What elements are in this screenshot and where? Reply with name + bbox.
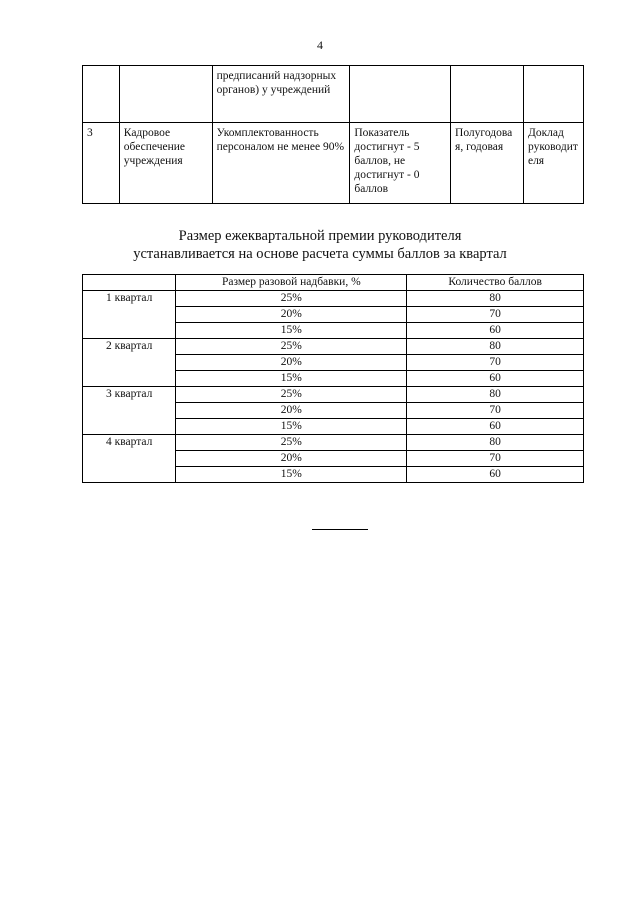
bonus-percent: 20% [176,307,407,323]
points: 60 [407,419,584,435]
quarter-label: 3 квартал [83,387,176,435]
points: 70 [407,307,584,323]
criteria-row [83,66,584,123]
cell-criterion: Укомплектованность персоналом не менее 90% [212,123,350,204]
bonus-percent: 15% [176,419,407,435]
section-heading: Размер ежеквартальной премии руководителя [178,228,462,244]
points: 80 [407,339,584,355]
bonus-percent: 20% [176,451,407,467]
closing-divider [312,529,368,530]
points: 60 [407,467,584,483]
bonus-percent: 15% [176,467,407,483]
cell-indicator: Показатель достигнут - 5 баллов, не достигнут - 0 баллов [350,123,451,204]
points: 80 [407,387,584,403]
bonus-percent: 15% [176,371,407,387]
cell-indicator [350,66,451,123]
quarter-bonus-table [82,274,584,483]
cell-report [523,66,583,123]
criteria-table [82,65,584,204]
cell-num: 3 [83,123,120,204]
cell-criterion: предписаний надзорных органов) у учреждений [212,66,350,123]
bonus-percent: 25% [176,435,407,451]
cell-name: Кадровое обеспечение учреждения [119,123,212,204]
header-cell: Размер разовой надбавки, % [176,275,407,291]
bonus-percent: 20% [176,403,407,419]
quarter-label: 1 квартал [83,291,176,339]
bonus-percent: 15% [176,323,407,339]
cell-period [451,66,524,123]
header-cell [83,275,176,291]
points: 80 [407,291,584,307]
table-header-row [83,275,584,291]
points: 60 [407,371,584,387]
points: 70 [407,403,584,419]
quarter-label: 4 квартал [83,435,176,483]
table-row [83,291,584,307]
cell-report: Доклад руководит еля [523,123,583,204]
cell-num [83,66,120,123]
table-row [83,339,584,355]
quarter-label: 2 квартал [83,339,176,387]
page-number: 4 [317,38,323,52]
section-subheading: устанавливается на основе расчета суммы баллов за квартал [133,246,507,262]
bonus-percent: 20% [176,355,407,371]
bonus-percent: 25% [176,291,407,307]
table-row [83,387,584,403]
cell-name [119,66,212,123]
bonus-percent: 25% [176,339,407,355]
points: 70 [407,355,584,371]
table-row [83,435,584,451]
bonus-percent: 25% [176,387,407,403]
points: 80 [407,435,584,451]
points: 70 [407,451,584,467]
header-cell: Количество баллов [407,275,584,291]
criteria-row [83,123,584,204]
cell-period: Полугодова я, годовая [451,123,524,204]
points: 60 [407,323,584,339]
